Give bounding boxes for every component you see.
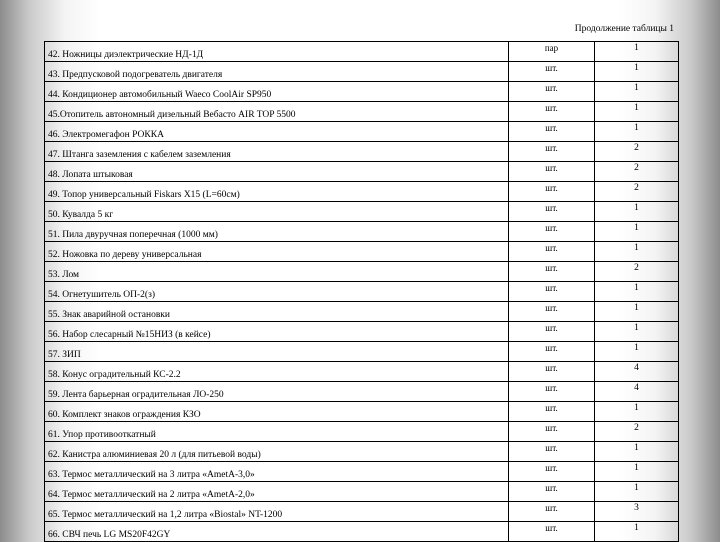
table-row: [45, 422, 679, 442]
item-name-cell: 63. Термос металлический на 3 литра «AmetA-3,0»: [45, 462, 509, 482]
quantity-cell: 1: [595, 202, 679, 222]
item-name-cell: 60. Комплект знаков ограждения КЗО: [45, 402, 509, 422]
unit-cell: шт.: [509, 62, 595, 82]
table-row: [45, 442, 679, 462]
item-name-cell: 57. ЗИП: [45, 342, 509, 362]
item-name-cell: 53. Лом: [45, 262, 509, 282]
item-name-cell: 62. Канистра алюминиевая 20 л (для питьевой воды): [45, 442, 509, 462]
item-name-cell: 49. Топор универсальный Fiskars X15 (L=60см): [45, 182, 509, 202]
item-name-cell: 47. Штанга заземления с кабелем заземления: [45, 142, 509, 162]
table-row: [45, 462, 679, 482]
unit-cell: шт.: [509, 442, 595, 462]
quantity-cell: 2: [595, 422, 679, 442]
quantity-cell: 1: [595, 102, 679, 122]
table-row: [45, 202, 679, 222]
table-caption: Продолжение таблицы 1: [574, 24, 674, 34]
unit-cell: шт.: [509, 522, 595, 542]
quantity-cell: 1: [595, 62, 679, 82]
unit-cell: шт.: [509, 322, 595, 342]
item-name-cell: 54. Огнетушитель ОП-2(з): [45, 282, 509, 302]
quantity-cell: 1: [595, 282, 679, 302]
unit-cell: шт.: [509, 402, 595, 422]
item-name-cell: 48. Лопата штыковая: [45, 162, 509, 182]
table-row: [45, 382, 679, 402]
table-row: [45, 122, 679, 142]
equipment-table: [44, 41, 679, 542]
table-row: [45, 342, 679, 362]
item-name-cell: 59. Лента барьерная оградительная ЛО-250: [45, 382, 509, 402]
table-row: [45, 242, 679, 262]
quantity-cell: 4: [595, 382, 679, 402]
table-row: [45, 262, 679, 282]
table-row: [45, 62, 679, 82]
quantity-cell: 1: [595, 82, 679, 102]
table-row: [45, 362, 679, 382]
unit-cell: шт.: [509, 182, 595, 202]
table-row: [45, 502, 679, 522]
unit-cell: шт.: [509, 102, 595, 122]
table-row: [45, 82, 679, 102]
quantity-cell: 2: [595, 162, 679, 182]
item-name-cell: 52. Ножовка по дереву универсальная: [45, 242, 509, 262]
quantity-cell: 1: [595, 342, 679, 362]
item-name-cell: 58. Конус оградительный КС-2.2: [45, 362, 509, 382]
quantity-cell: 1: [595, 302, 679, 322]
unit-cell: пар: [509, 42, 595, 62]
quantity-cell: 1: [595, 222, 679, 242]
unit-cell: шт.: [509, 482, 595, 502]
unit-cell: шт.: [509, 502, 595, 522]
unit-cell: шт.: [509, 242, 595, 262]
item-name-cell: 50. Кувалда 5 кг: [45, 202, 509, 222]
quantity-cell: 1: [595, 242, 679, 262]
unit-cell: шт.: [509, 422, 595, 442]
quantity-cell: 2: [595, 262, 679, 282]
quantity-cell: 1: [595, 322, 679, 342]
table-row: [45, 162, 679, 182]
item-name-cell: 46. Электромегафон РОККА: [45, 122, 509, 142]
table-row: [45, 322, 679, 342]
table-row: [45, 282, 679, 302]
equipment-table-container: [44, 41, 678, 540]
item-name-cell: 45.Отопитель автономный дизельный Вебасто AIR TOP 5500: [45, 102, 509, 122]
table-row: [45, 42, 679, 62]
unit-cell: шт.: [509, 122, 595, 142]
equipment-table-body: [45, 42, 679, 542]
unit-cell: шт.: [509, 82, 595, 102]
item-name-cell: 64. Термос металлический на 2 литра «AmetA-2,0»: [45, 482, 509, 502]
item-name-cell: 56. Набор слесарный №15НИЗ (в кейсе): [45, 322, 509, 342]
unit-cell: шт.: [509, 202, 595, 222]
quantity-cell: 1: [595, 42, 679, 62]
item-name-cell: 65. Термос металлический на 1,2 литра «Biostal» NT-1200: [45, 502, 509, 522]
unit-cell: шт.: [509, 462, 595, 482]
quantity-cell: 1: [595, 522, 679, 542]
item-name-cell: 61. Упор противооткатный: [45, 422, 509, 442]
table-row: [45, 522, 679, 542]
quantity-cell: 4: [595, 362, 679, 382]
unit-cell: шт.: [509, 382, 595, 402]
quantity-cell: 2: [595, 142, 679, 162]
item-name-cell: 55. Знак аварийной остановки: [45, 302, 509, 322]
quantity-cell: 1: [595, 442, 679, 462]
item-name-cell: 66. СВЧ печь LG MS20F42GY: [45, 522, 509, 542]
unit-cell: шт.: [509, 162, 595, 182]
table-row: [45, 302, 679, 322]
table-row: [45, 102, 679, 122]
table-row: [45, 182, 679, 202]
quantity-cell: 2: [595, 182, 679, 202]
unit-cell: шт.: [509, 302, 595, 322]
item-name-cell: 51. Пила двуручная поперечная (1000 мм): [45, 222, 509, 242]
table-row: [45, 142, 679, 162]
quantity-cell: 1: [595, 482, 679, 502]
table-row: [45, 402, 679, 422]
quantity-cell: 1: [595, 122, 679, 142]
unit-cell: шт.: [509, 142, 595, 162]
unit-cell: шт.: [509, 262, 595, 282]
unit-cell: шт.: [509, 222, 595, 242]
table-row: [45, 482, 679, 502]
item-name-cell: 44. Кондиционер автомобильный Waeco CoolAir SP950: [45, 82, 509, 102]
quantity-cell: 3: [595, 502, 679, 522]
unit-cell: шт.: [509, 342, 595, 362]
quantity-cell: 1: [595, 462, 679, 482]
item-name-cell: 43. Предпусковой подогреватель двигателя: [45, 62, 509, 82]
quantity-cell: 1: [595, 402, 679, 422]
unit-cell: шт.: [509, 362, 595, 382]
item-name-cell: 42. Ножницы диэлектрические НД-1Д: [45, 42, 509, 62]
table-row: [45, 222, 679, 242]
unit-cell: шт.: [509, 282, 595, 302]
